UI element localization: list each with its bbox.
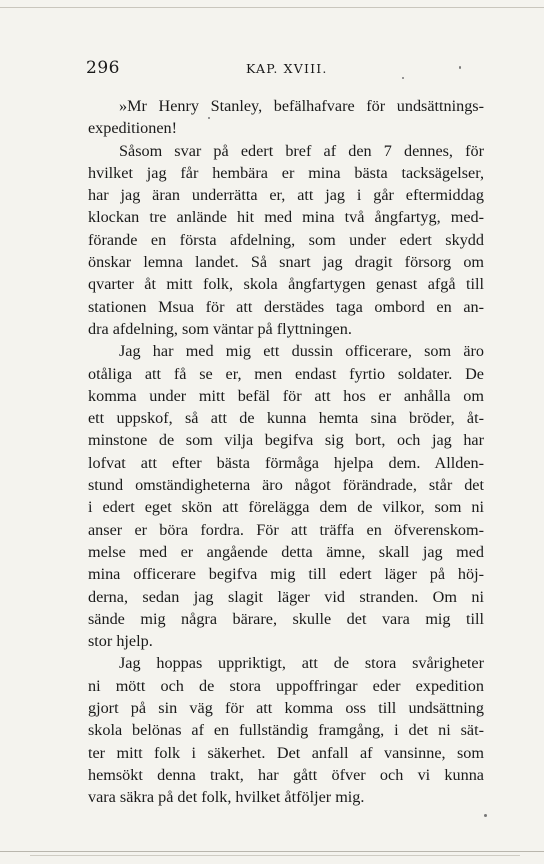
text-line: förande en första afdelning, som under edert skydd [88,230,484,249]
text-line: gjort på sin väg för att komma oss till undsättning [88,699,484,718]
paper-speck [484,814,487,817]
text-line: sände mig några bärare, skulle det vara mig till [88,609,484,628]
page-header [86,58,482,82]
text-line: stund omständigheterna äro något förändrade, står det [88,476,484,495]
page-number: 296 [86,58,120,78]
running-head: KAP. XVIII. [246,61,328,76]
text-line: dra afdelning, som väntar på flyttningen. [88,319,352,338]
text-line: stor hjelp. [88,632,153,651]
text-line: komma under mitt befäl för att hos er anhålla om [88,386,484,405]
text-line: skola belönas af en fullständig framgång, i det ni sät- [88,721,484,740]
bottom-edge-line [0,851,544,852]
paper-speck [459,66,461,69]
text-line: derna, sedan jag slagit läger vid stranden. Om ni [88,587,484,606]
text-line: Jag har med mig ett dussin officerare, som äro [119,342,484,361]
text-line: klockan tre anlände hit med mina två ångfartyg, med- [88,208,484,227]
text-line: mina officerare begifva mig till edert läger på höj- [88,565,484,584]
bottom-edge-line [30,855,520,856]
letter-text [88,95,484,809]
text-line: qvarter åt mitt folk, skola ångfartygen genast afgå till [88,275,484,294]
text-line: har jag äran underrätta er, att jag i går eftermiddag [88,186,484,205]
paper-speck [208,117,210,119]
text-line: melse med er angående detta ämne, skall jag med [88,542,484,561]
text-line: hemsökt denna trakt, har gått öfver och vi kunna [88,765,484,784]
text-line: stationen Msua för att derstädes taga ombord en an- [88,297,484,316]
text-line: vara säkra på det folk, hvilket åtföljer mig. [88,788,365,807]
top-edge-line [0,7,544,8]
text-line: lofvat att efter bästa förmåga hjelpa dem. Allden- [88,453,484,472]
text-line: otåliga att få se er, men endast fyrtio soldater. De [88,364,484,383]
text-line: Jag hoppas uppriktigt, att de stora svårigheter [119,654,484,673]
text-line: Såsom svar på edert bref af den 7 dennes, för [119,141,484,160]
text-line: i edert eget skön att förelägga dem de vilkor, som ni [88,498,484,517]
text-line: ni mött och de stora uppoffringar eder expedition [88,676,484,695]
text-line: hvilket jag får hembära er mina bästa tacksägelser, [88,163,484,182]
paper-speck [402,77,404,79]
text-line: anser er böra fordra. För att träffa en öfverenskom- [88,520,484,539]
text-line: ter mitt folk i säkerhet. Det anfall af vansinne, som [88,743,484,762]
text-line: ett uppskof, så att de kunna hemta sina bröder, åt- [88,409,484,428]
text-line: önskar lemna landet. Så snart jag dragit försorg om [88,253,484,272]
text-line: minstone de som vilja begifva sig bort, och jag har [88,431,484,450]
text-line: »Mr Henry Stanley, befälhafvare för undsättnings- [119,97,484,115]
text-line: expeditionen! [88,119,177,138]
